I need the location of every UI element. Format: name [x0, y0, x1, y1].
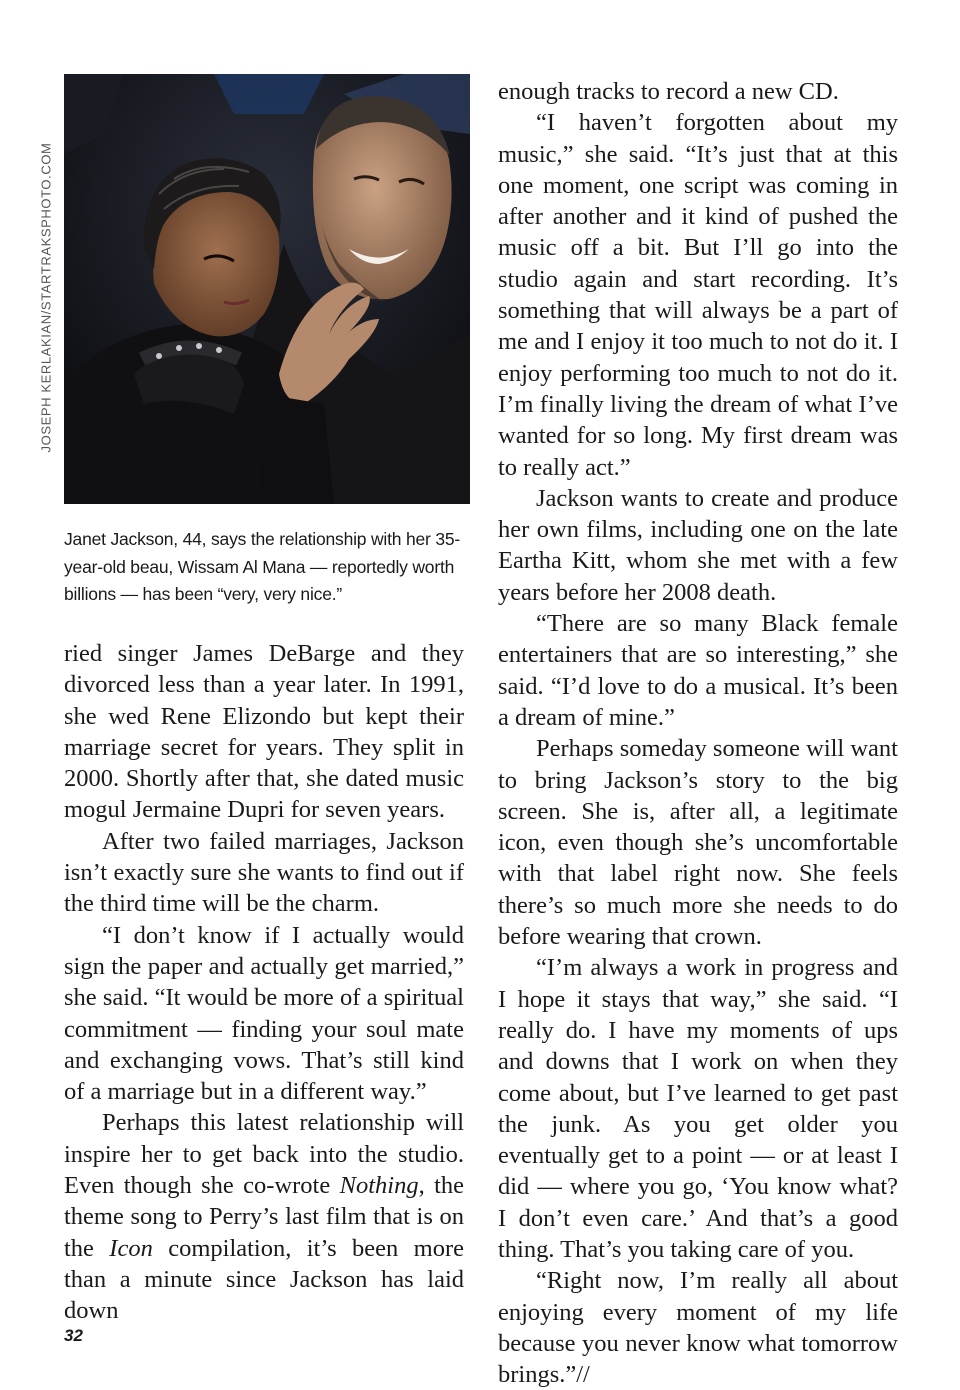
- paragraph: “Right now, I’m really all about enjoying every moment of my life because you never know what tomorrow brings.”//: [498, 1267, 898, 1389]
- paragraph: “There are so many Black female entertainers that are so interesting,” she said. “I’d love to do a musical. It’s been a dream of mine.”: [498, 610, 898, 731]
- text-run: compilation, it’s been more than a minute since Jackson has laid down: [64, 1234, 464, 1325]
- paragraph: [64, 1107, 464, 1326]
- photo-credit: [30, 132, 62, 462]
- paragraph: “I’m always a work in progress and I hope it stays that way,” she said. “I really do. I have my moments of ups and downs that I work on when they come about, but I’ve learned to get past the junk. As you get older you eventually get to a point — or at least I did — where you go, ‘You know what? I don’t even care.’ And that’s a good thing. That’s you taking care of you.: [498, 954, 898, 1263]
- couple-photo-illustration: [64, 74, 470, 504]
- article-photo: [64, 74, 470, 504]
- song-title: Nothing: [339, 1172, 419, 1200]
- paragraph: Perhaps someday someone will want to bring Jackson’s story to the big screen. She is, after all, a legitimate icon, even though she’s uncomfortable with that label right now. She feels there’s so much more she needs to do before wearing that crown.: [498, 735, 898, 951]
- paragraph: After two failed marriages, Jackson isn’t exactly sure she wants to find out if the third time will be the charm.: [64, 827, 464, 918]
- page-number: 32: [64, 1326, 83, 1345]
- album-title: Icon: [109, 1234, 153, 1262]
- article-column-left: [64, 638, 464, 1327]
- paragraph: “I haven’t forgotten about my music,” she said. “It’s just that at this one moment, one script was coming in after another and it kind of pushed the music off a bit. But I’ll go into the studio again and start recording. It’s something that will always be a part of me and I enjoy it too much to not do it. I enjoy performing too much to not do it. I’m finally living the dream of what I’ve wanted for so long. My first dream was to really act.”: [498, 109, 898, 481]
- paragraph: ried singer James DeBarge and they divorced less than a year later. In 1991, she wed Rene Elizondo but kept their marriage secret for years. They split in 2000. Shortly after that, she dated music mogul Jermaine Dupri for seven years.: [64, 640, 464, 824]
- photo-caption: Janet Jackson, 44, says the relationship with her 35-year-old beau, Wissam Al Mana — reportedly worth billions — has been “very, very nice.”: [64, 529, 461, 604]
- article-column-right: [498, 76, 898, 1390]
- paragraph: “I don’t know if I actually would sign the paper and actually get married,” she said. “It would be more of a spiritual commitment — finding your soul mate and exchanging vows. That’s still kind of a marriage but in a different way.”: [64, 921, 464, 1106]
- text-run: Perhaps this latest relationship will inspire her to get back into the studio. Even though she co-wrote: [64, 1109, 464, 1200]
- text-run: , the theme song to Perry’s last film that is on the: [64, 1172, 465, 1262]
- photo-credit-text: JOSEPH KERLAKIAN/STARTRAKSPHOTO.COM: [38, 142, 54, 452]
- paragraph: enough tracks to record a new CD.: [498, 78, 839, 105]
- paragraph: Jackson wants to create and produce her own films, including one on the late Eartha Kitt, whom she met with a few years before her 2008 death.: [498, 484, 898, 606]
